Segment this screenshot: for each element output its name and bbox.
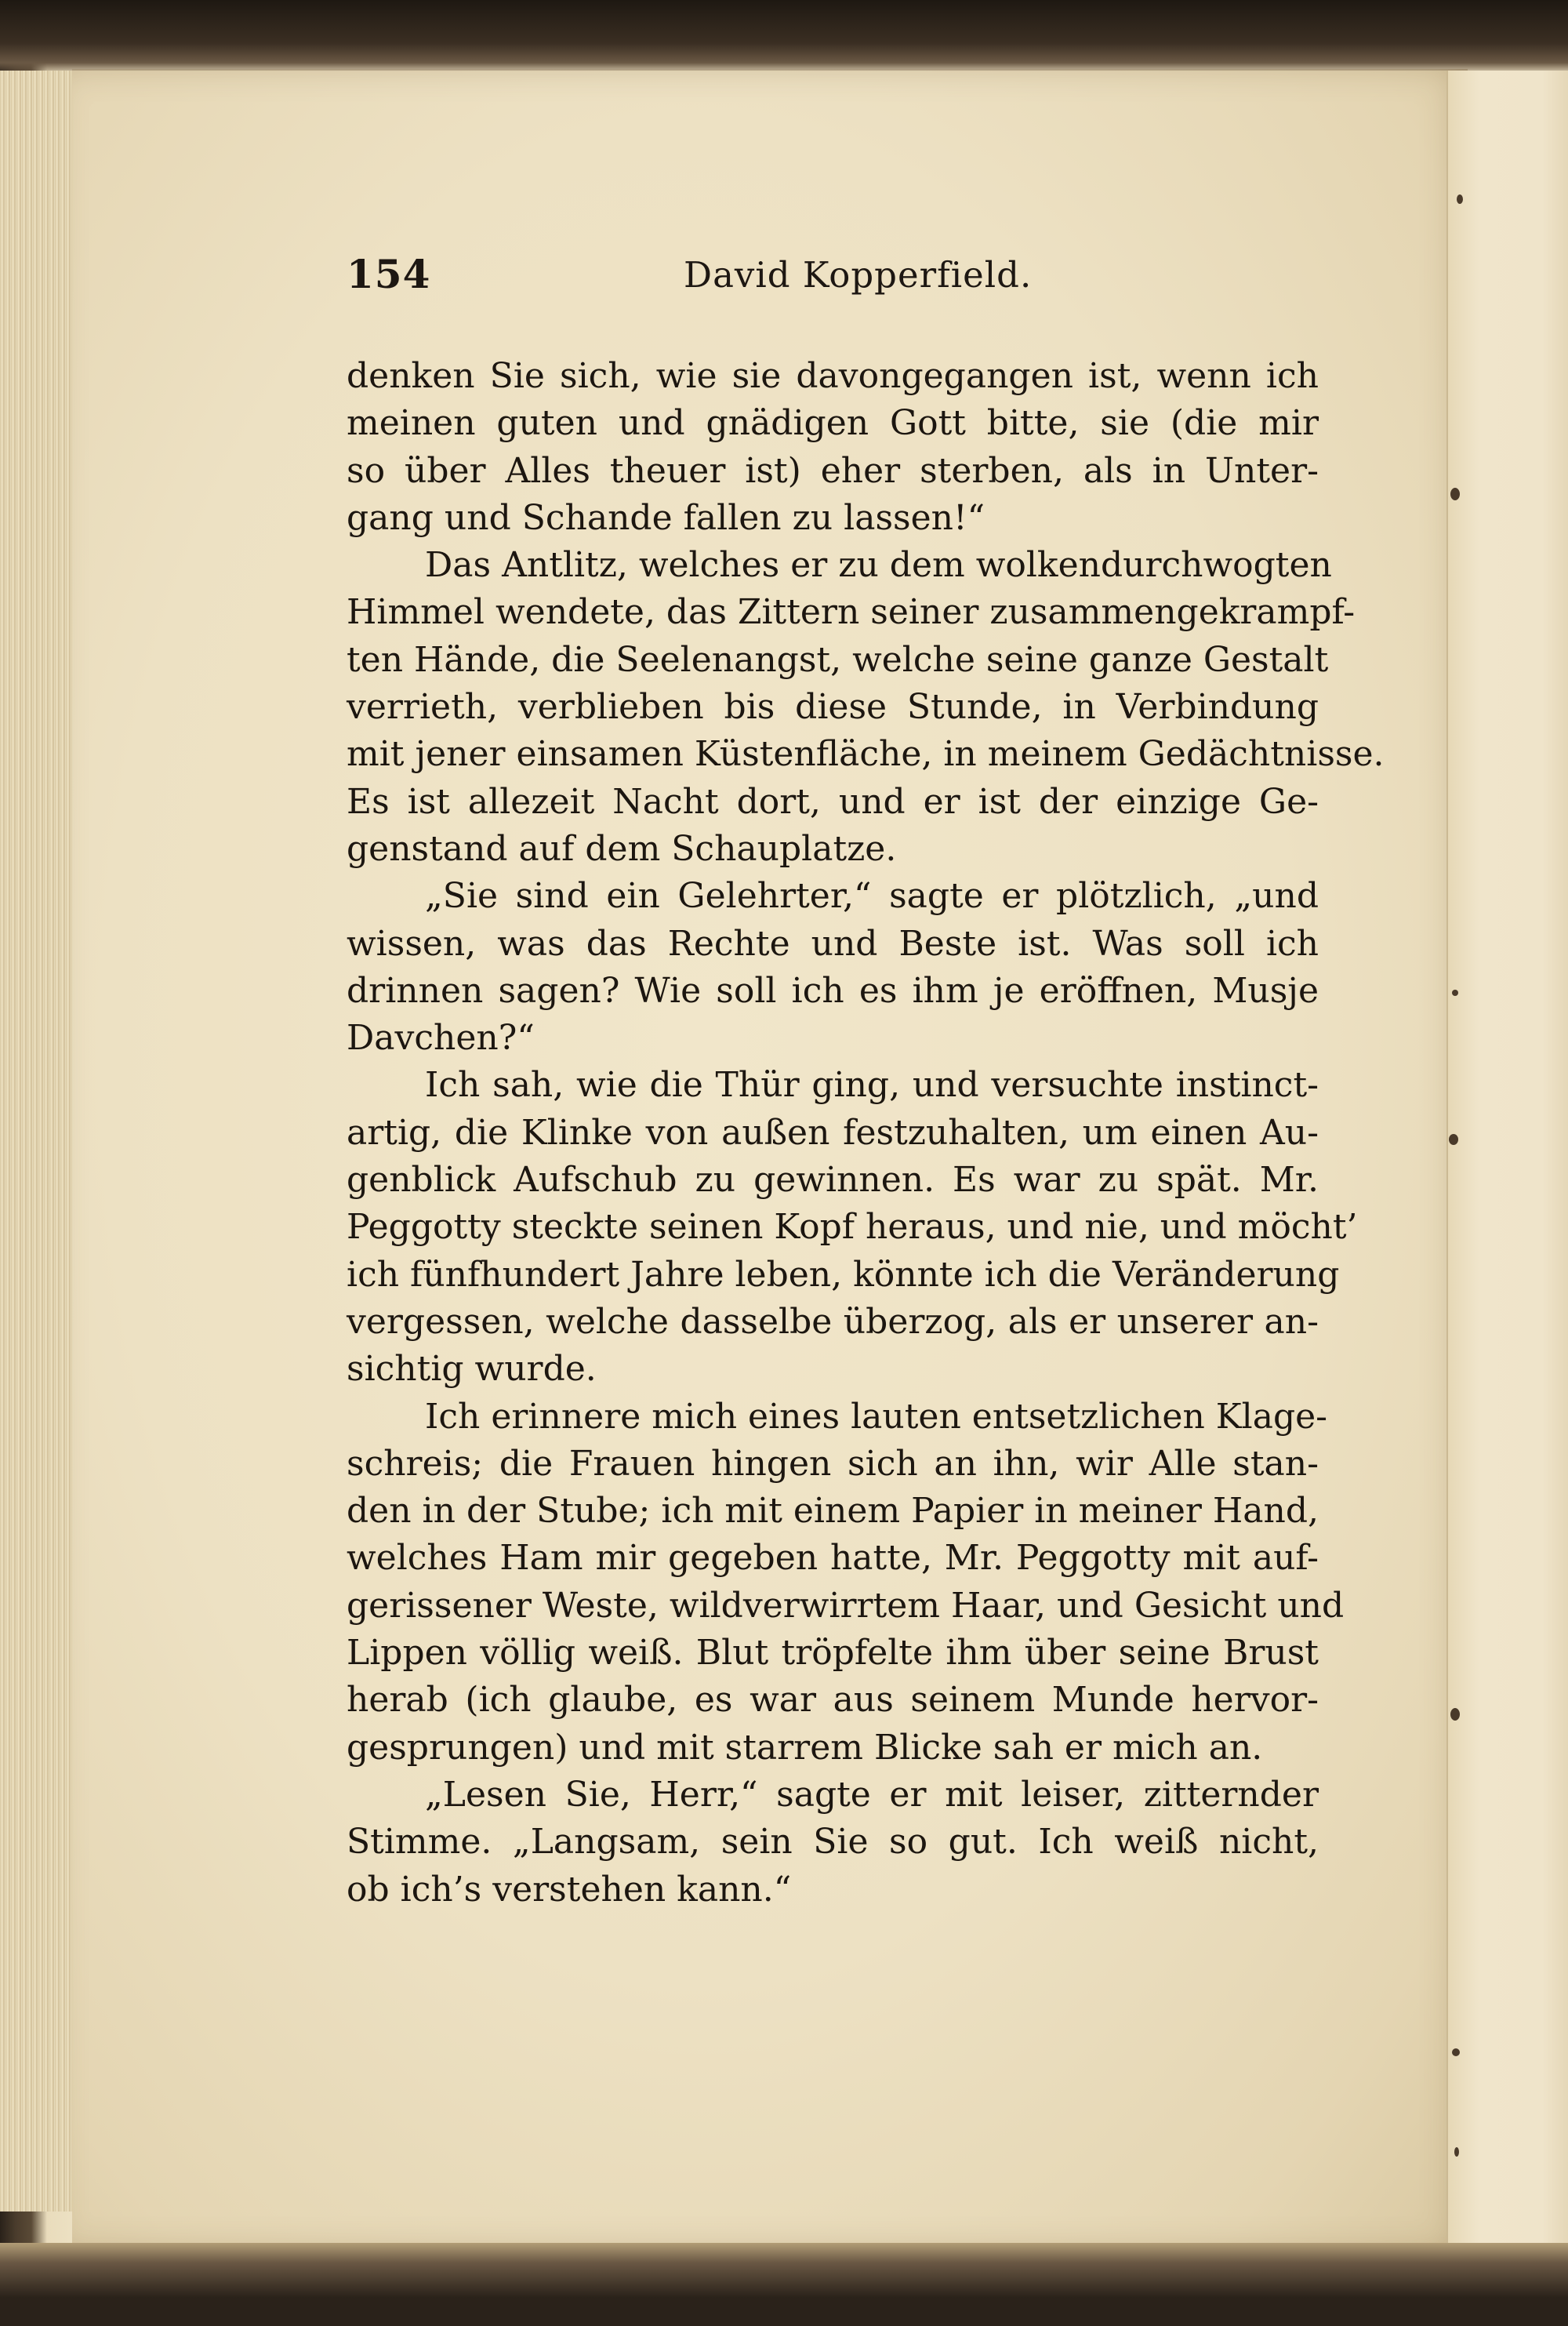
text-line: denken Sie sich, wie sie davongegangen ist, wenn ich xyxy=(347,356,1319,396)
text-line: ob ich’s verstehen kann.“ xyxy=(347,1869,792,1910)
text-line: Es ist allezeit Nacht dort, und er ist der einzige Ge- xyxy=(347,781,1319,822)
text-line: vergessen, welche dasselbe überzog, als er unserer an- xyxy=(347,1301,1319,1342)
paper-speck xyxy=(1454,2147,1459,2157)
paper-speck xyxy=(1457,194,1463,204)
page-header xyxy=(347,251,1327,314)
paper-speck xyxy=(1450,1708,1460,1721)
text-line: gang und Schande fallen zu lassen!“ xyxy=(347,497,985,538)
text-line: Peggotty steckte seinen Kopf heraus, und nie, und möcht’ xyxy=(347,1207,1358,1248)
text-line: herab (ich glaube, es war aus seinem Munde hervor- xyxy=(347,1680,1319,1721)
text-line: gerissener Weste, wildverwirrtem Haar, und Gesicht und xyxy=(347,1585,1345,1626)
text-line: Ich sah, wie die Thür ging, und versuchte instinct- xyxy=(425,1065,1319,1106)
text-line: ich fünfhundert Jahre leben, könnte ich die Veränderung xyxy=(347,1254,1340,1295)
text-line: Stimme. „Langsam, sein Sie so gut. Ich weiß nicht, xyxy=(347,1822,1319,1863)
book-gutter xyxy=(1446,71,1568,2259)
paper-speck xyxy=(1449,1134,1458,1145)
text-line: sichtig wurde. xyxy=(347,1349,597,1390)
text-line: meinen guten und gnädigen Gott bitte, sie (die mir xyxy=(347,403,1319,444)
text-line: gesprungen) und mit starrem Blicke sah er mich an. xyxy=(347,1727,1263,1768)
text-line: „Sie sind ein Gelehrter,“ sagte er plötzlich, „und xyxy=(425,876,1319,917)
text-line: Davchen?“ xyxy=(347,1018,535,1059)
text-line: ten Hände, die Seelenangst, welche seine ganze Gestalt xyxy=(347,639,1329,680)
paper-speck xyxy=(1452,2048,1460,2056)
paper-speck xyxy=(1450,488,1460,500)
page-number: 154 xyxy=(347,251,431,297)
text-line: welches Ham mir gegeben hatte, Mr. Peggotty mit auf- xyxy=(347,1538,1319,1579)
text-line: verrieth, verblieben bis diese Stunde, in Verbindung xyxy=(347,687,1319,728)
text-line: wissen, was das Rechte und Beste ist. Was soll ich xyxy=(347,923,1319,964)
text-line: drinnen sagen? Wie soll ich es ihm je eröffnen, Musje xyxy=(347,970,1319,1011)
bottom-shadow xyxy=(0,2243,1568,2326)
text-line: Lippen völlig weiß. Blut tröpfelte ihm über seine Brust xyxy=(347,1633,1319,1674)
text-line: mit jener einsamen Küstenfläche, in meinem Gedächtnisse. xyxy=(347,734,1385,775)
text-line: artig, die Klinke von außen festzuhalten, um einen Au- xyxy=(347,1112,1319,1153)
running-title: David Kopperfield. xyxy=(684,254,1033,296)
text-line: genblick Aufschub zu gewinnen. Es war zu spät. Mr. xyxy=(347,1160,1319,1201)
text-line: Das Antlitz, welches er zu dem wolkendurchwogten xyxy=(425,545,1332,586)
text-line: den in der Stube; ich mit einem Papier in meiner Hand, xyxy=(347,1491,1319,1532)
paper-speck xyxy=(1452,990,1458,996)
text-line: „Lesen Sie, Herr,“ sagte er mit leiser, zitternder xyxy=(425,1774,1319,1815)
text-line: Himmel wendete, das Zittern seiner zusammengekrampf- xyxy=(347,592,1356,633)
text-line: Ich erinnere mich eines lauten entsetzlichen Klage- xyxy=(425,1396,1328,1437)
top-shadow xyxy=(0,0,1568,71)
page-stack-edge xyxy=(0,71,76,2212)
text-line: schreis; die Frauen hingen sich an ihn, wir Alle stan- xyxy=(347,1443,1319,1484)
text-line: so über Alles theuer ist) eher sterben, als in Unter- xyxy=(347,450,1319,491)
page-text xyxy=(347,353,1385,1913)
text-line: genstand auf dem Schauplatze. xyxy=(347,828,897,869)
